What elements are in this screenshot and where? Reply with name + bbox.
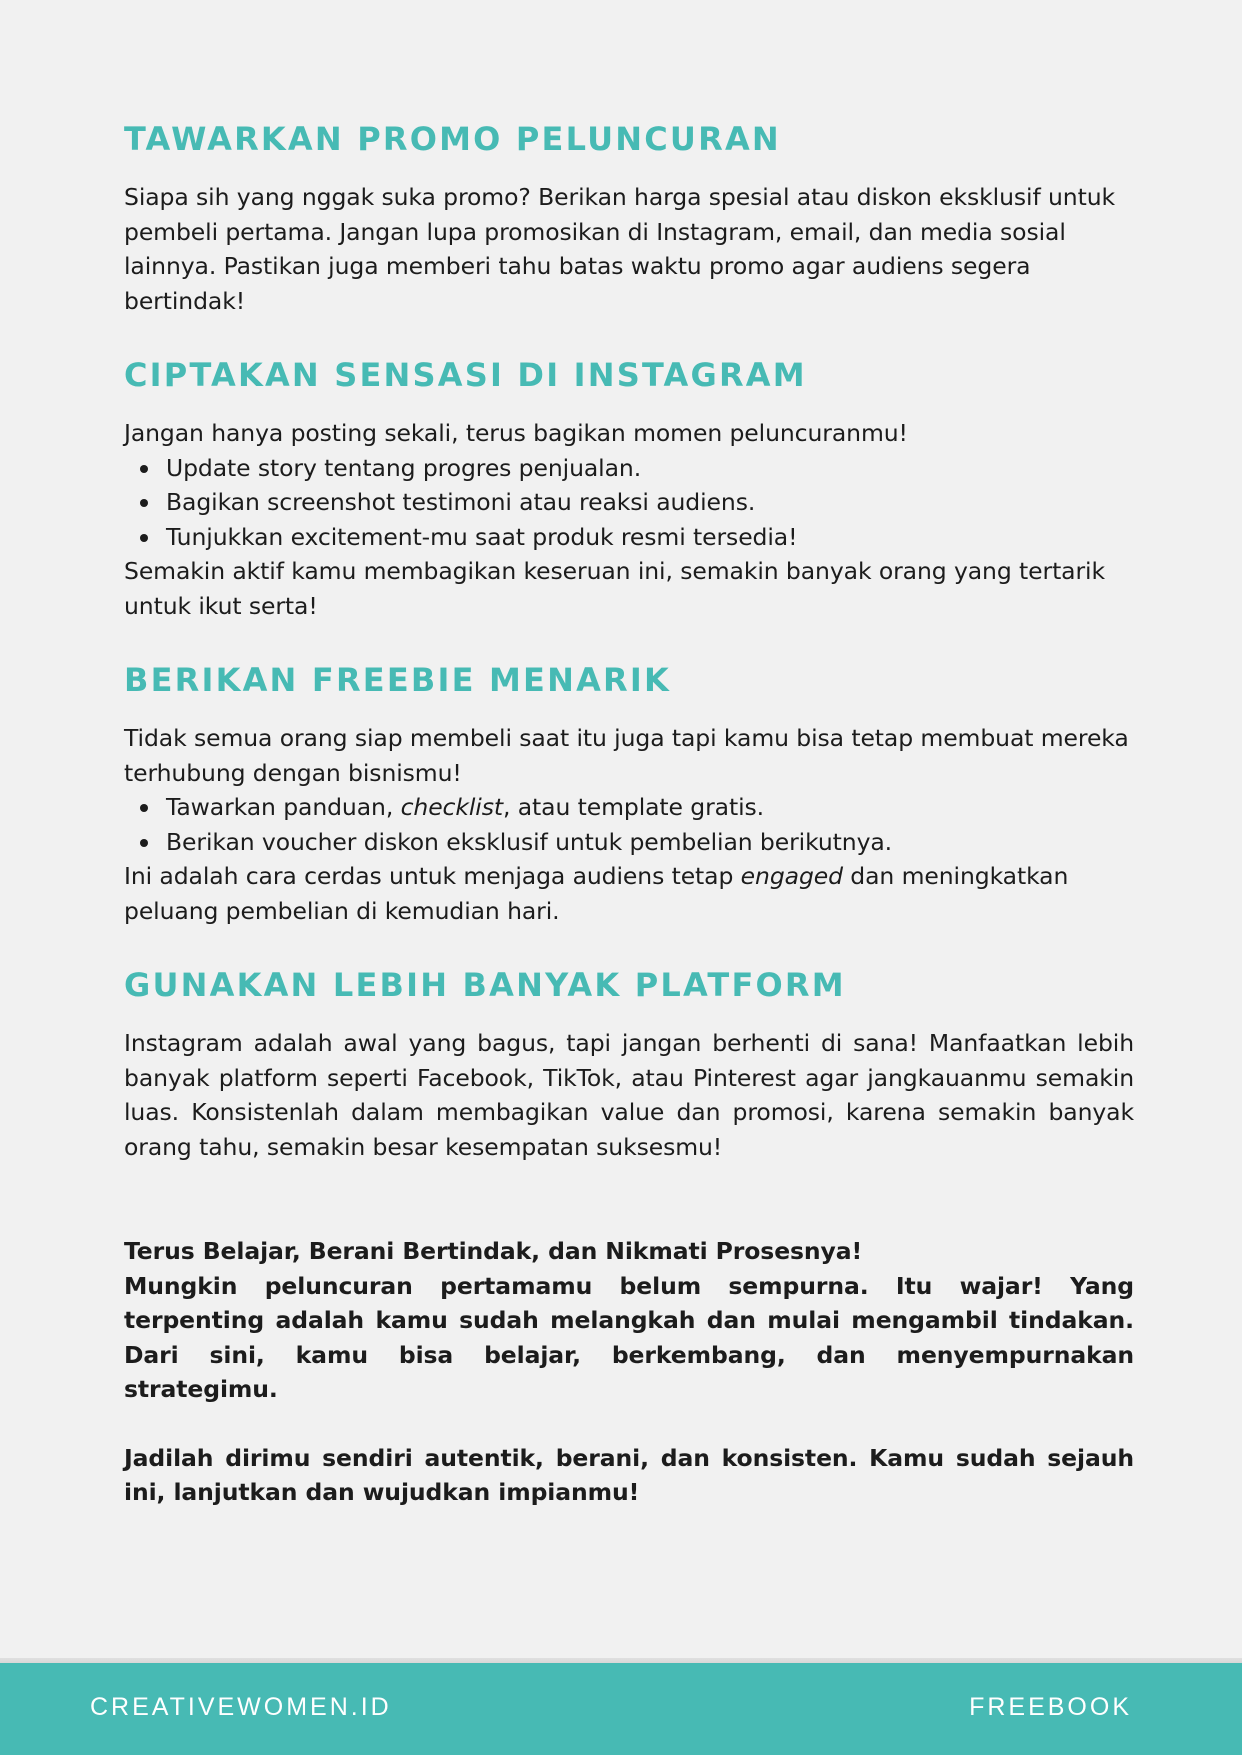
list-item-text: Update story tentang progres penjualan.: [166, 453, 642, 482]
section-intro: Tidak semua orang siap membeli saat itu juga tapi kamu bisa tetap membuat mereka terhubung dengan bisnismu!: [124, 724, 1129, 787]
section-promo: [124, 116, 1134, 318]
outro-emphasis: engaged: [740, 862, 843, 890]
bullet-icon: [140, 804, 148, 812]
spacer: [124, 1407, 1134, 1441]
list-item: [166, 520, 1134, 555]
section-outro: [124, 859, 1134, 928]
bullet-icon: [140, 839, 148, 847]
footer-label: FREEBOOK: [969, 1693, 1132, 1721]
outro-text-end: dan meningkatkan peluang pembelian di kemudian hari.: [124, 862, 1069, 925]
closing-block: [124, 1234, 1134, 1510]
section-heading: GUNAKAN LEBIH BANYAK PLATFORM: [124, 966, 846, 1004]
section-heading: TAWARKAN PROMO PELUNCURAN: [124, 120, 781, 158]
outro-text-start: Ini adalah cara cerdas untuk menjaga audiens tetap: [124, 862, 741, 890]
bullet-icon: [140, 499, 148, 507]
content-area: [124, 116, 1134, 1510]
section-intro: Jangan hanya posting sekali, terus bagikan momen peluncuranmu!: [124, 419, 908, 447]
closing-title: Terus Belajar, Berani Bertindak, dan Nikmati Prosesnya!: [124, 1237, 863, 1265]
list-item: [166, 451, 1134, 486]
list-item: [166, 790, 1134, 825]
footer-brand: CREATIVEWOMEN.ID: [90, 1693, 392, 1721]
list-item: [166, 485, 1134, 520]
list-item-text: Bagikan screenshot testimoni atau reaksi audiens.: [166, 488, 756, 516]
section-freebie: [124, 657, 1134, 928]
section-outro: Semakin aktif kamu membagikan keseruan ini, semakin banyak orang yang tertarik untuk ikut serta!: [124, 557, 1105, 620]
bullet-icon: [140, 534, 148, 542]
list-item-text-end: , atau template gratis.: [503, 793, 765, 821]
bullet-list: [124, 451, 1134, 555]
section-heading: CIPTAKAN SENSASI DI INSTAGRAM: [124, 356, 807, 394]
list-item-text-start: Tawarkan panduan,: [166, 793, 401, 821]
footer-bar: [0, 1663, 1242, 1755]
bullet-list: [124, 790, 1134, 859]
section-body: Siapa sih yang nggak suka promo? Berikan harga spesial atau diskon eksklusif untuk pembeli pertama. Jangan lupa promosikan di Instagram, email, dan media sosial lainnya. Pastikan juga memberi tahu batas waktu promo agar audiens segera bertindak!: [124, 183, 1116, 315]
section-body: Instagram adalah awal yang bagus, tapi jangan berhenti di sana! Manfaatkan lebih banyak platform seperti Facebook, TikTok, atau Pinterest agar jangkauanmu semakin luas. Konsistenlah dalam membagikan value dan promosi, karena semakin banyak orang tahu, semakin besar kesempatan suksesmu!: [124, 1029, 1134, 1161]
closing-paragraph: Jadilah dirimu sendiri autentik, berani, dan konsisten. Kamu sudah sejauh ini, lanjutkan dan wujudkan impianmu!: [124, 1443, 1134, 1506]
section-platform: [124, 962, 1134, 1164]
list-item-text: Berikan voucher diskon eksklusif untuk pembelian berikutnya.: [166, 827, 893, 856]
list-item-emphasis: checklist: [400, 793, 503, 821]
list-item: [166, 825, 1134, 860]
list-item-text: Tunjukkan excitement-mu saat produk resmi tersedia!: [166, 522, 798, 551]
section-heading: BERIKAN FREEBIE MENARIK: [124, 661, 671, 699]
bullet-icon: [140, 465, 148, 473]
section-instagram: [124, 352, 1134, 623]
closing-paragraph: Mungkin peluncuran pertamamu belum sempurna. Itu wajar! Yang terpenting adalah kamu sudah melangkah dan mulai mengambil tindakan. Dari sini, kamu bisa belajar, berkembang, dan menyempurnakan strategimu.: [124, 1271, 1134, 1403]
